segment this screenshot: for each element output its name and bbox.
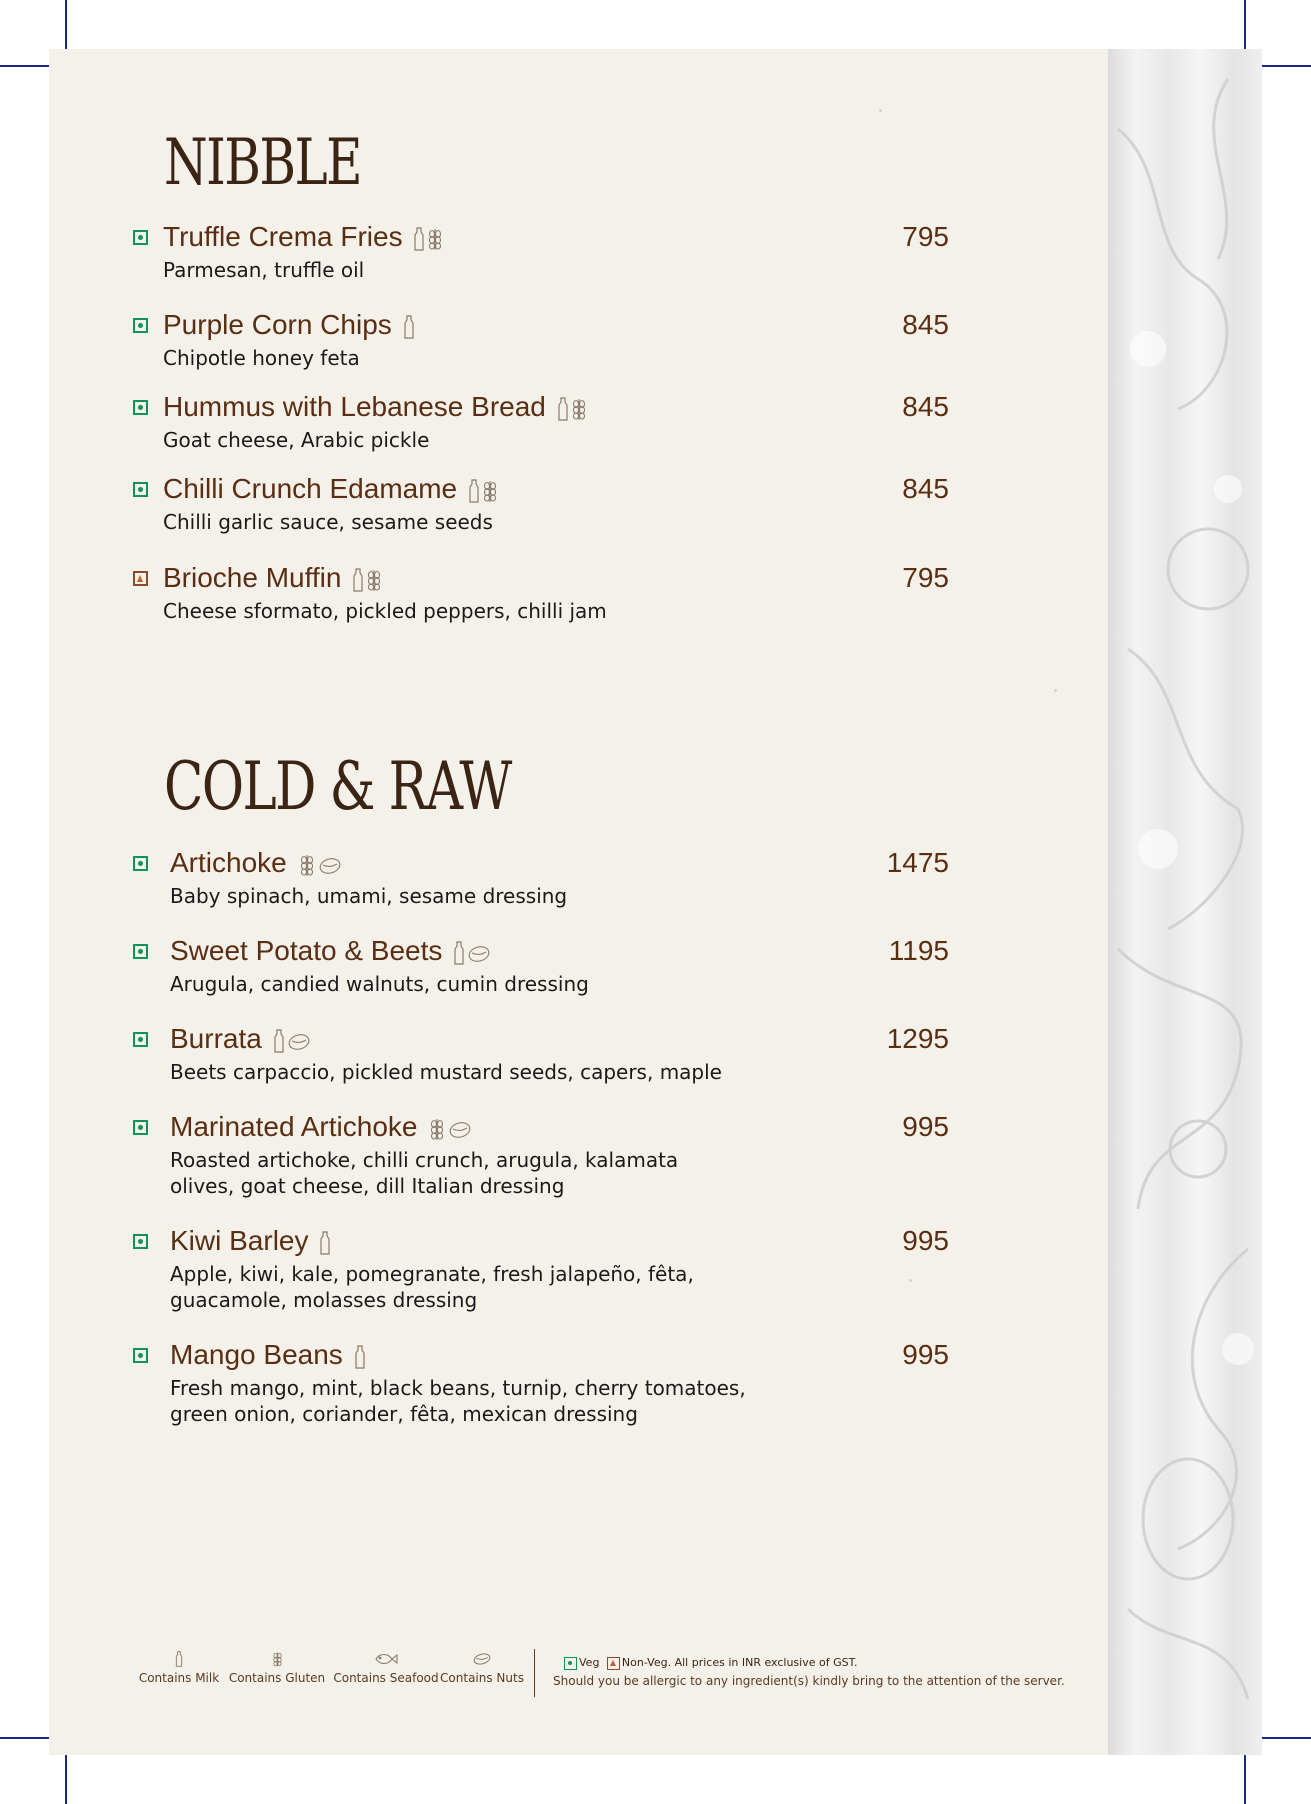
- milk-icon: [469, 479, 479, 503]
- item-description: Beets carpaccio, pickled mustard seeds, capers, maple: [170, 1060, 722, 1084]
- milk-icon: [454, 941, 464, 965]
- gluten-icon: [366, 568, 382, 592]
- allergen-icons: [353, 568, 382, 592]
- diet-legend: [564, 1656, 858, 1670]
- item-price: 995: [902, 1339, 949, 1370]
- veg-icon: [133, 400, 148, 415]
- milk-icon: [320, 1231, 330, 1255]
- menu-page: [49, 49, 1262, 1755]
- item-description: Roasted artichoke, chilli crunch, arugula, kalamata olives, goat cheese, dill Italian dressing: [170, 1148, 679, 1198]
- item-price: 795: [902, 221, 949, 252]
- veg-icon: [133, 1234, 148, 1249]
- veg-icon: [133, 1120, 148, 1135]
- veg-icon: [133, 856, 148, 871]
- non-veg-label: Non-Veg. All prices in INR exclusive of GST.: [621, 1656, 858, 1669]
- item-name: Sweet Potato & Beets: [170, 935, 443, 966]
- footer-legend: [49, 1649, 1108, 1729]
- gluten-icon: [427, 227, 443, 251]
- nuts-icon: [318, 853, 342, 877]
- non-veg-icon: [133, 571, 148, 586]
- item-name: Chilli Crunch Edamame: [163, 473, 458, 504]
- non-veg-icon: [607, 1657, 620, 1670]
- milk-icon: [558, 397, 568, 421]
- legend-nuts-label: Contains Nuts: [440, 1671, 524, 1685]
- item-name: Kiwi Barley: [170, 1225, 309, 1256]
- item-description: Baby spinach, umami, sesame dressing: [170, 884, 568, 908]
- crop-mark-top-left-h: [0, 65, 55, 67]
- item-name: Brioche Muffin: [163, 562, 342, 593]
- crop-mark-top-right-v: [1244, 0, 1246, 55]
- allergen-icons: [404, 315, 414, 339]
- seafood-icon: [374, 1651, 398, 1667]
- item-description: Parmesan, truffle oil: [163, 258, 365, 282]
- item-description: Chipotle honey feta: [163, 346, 360, 370]
- item-price: 845: [902, 309, 949, 340]
- veg-label: Veg: [579, 1656, 600, 1669]
- item-price: 995: [902, 1225, 949, 1256]
- item-description: Arugula, candied walnuts, cumin dressing: [170, 972, 589, 996]
- item-price: 845: [902, 473, 949, 504]
- item-description: Goat cheese, Arabic pickle: [163, 428, 430, 452]
- item-description: Apple, kiwi, kale, pomegranate, fresh jalapeño, fêta, guacamole, molasses dressing: [170, 1262, 694, 1312]
- item-price: 995: [902, 1111, 949, 1142]
- item-name: Marinated Artichoke: [170, 1111, 418, 1142]
- nuts-icon: [467, 941, 491, 965]
- section-title-nibble: NIBBLE: [164, 126, 361, 200]
- item-description: Fresh mango, mint, black beans, turnip, cherry tomatoes, green onion, coriander, fêta, mexican dressing: [170, 1376, 746, 1426]
- gluten-icon: [299, 853, 315, 877]
- crop-mark-top-left-v: [65, 0, 67, 55]
- legend-divider: [534, 1649, 535, 1697]
- item-description: Chilli garlic sauce, sesame seeds: [163, 510, 493, 534]
- legend-gluten: [217, 1651, 337, 1685]
- nuts-icon: [287, 1029, 311, 1053]
- allergen-icons: [320, 1231, 330, 1255]
- milk-icon: [175, 1651, 183, 1667]
- milk-icon: [274, 1029, 284, 1053]
- item-description: Cheese sformato, pickled peppers, chilli jam: [163, 599, 607, 623]
- allergen-icons: [274, 1029, 311, 1053]
- item-name: Truffle Crema Fries: [163, 221, 403, 252]
- legend-gluten-label: Contains Gluten: [228, 1671, 326, 1685]
- veg-icon: [564, 1657, 577, 1670]
- milk-icon: [355, 1345, 365, 1369]
- legend-nuts: [427, 1651, 537, 1685]
- allergen-icons: [299, 853, 342, 877]
- item-price: 1195: [888, 935, 949, 966]
- item-price: 1295: [886, 1023, 949, 1054]
- gluten-icon: [482, 479, 498, 503]
- gluten-icon: [571, 397, 587, 421]
- item-name: Mango Beans: [170, 1339, 343, 1370]
- veg-icon: [133, 318, 148, 333]
- crop-mark-bottom-left-v: [65, 1749, 67, 1804]
- crop-mark-bottom-right-h: [1256, 1737, 1311, 1739]
- veg-icon: [133, 482, 148, 497]
- item-name: Hummus with Lebanese Bread: [163, 391, 546, 422]
- allergy-notice: Should you be allergic to any ingredient(s) kindly bring to the attention of the server.: [553, 1674, 1065, 1688]
- veg-icon: [133, 1032, 148, 1047]
- allergen-icons: [558, 397, 587, 421]
- section-title-cold-raw: COLD & RAW: [164, 748, 511, 825]
- milk-icon: [353, 568, 363, 592]
- crop-mark-top-right-h: [1256, 65, 1311, 67]
- crop-mark-bottom-right-v: [1244, 1749, 1246, 1804]
- allergen-icons: [429, 1117, 472, 1141]
- legend-milk-label: Contains Milk: [138, 1671, 220, 1685]
- nuts-icon: [448, 1117, 472, 1141]
- allergen-icons: [355, 1345, 365, 1369]
- item-price: 1475: [886, 847, 949, 878]
- allergen-icons: [469, 479, 498, 503]
- gluten-icon: [429, 1117, 445, 1141]
- veg-icon: [133, 1348, 148, 1363]
- embossed-ornament-panel: [1108, 49, 1262, 1755]
- veg-icon: [133, 944, 148, 959]
- legend-seafood-label: Contains Seafood: [333, 1671, 439, 1685]
- nuts-icon: [472, 1651, 492, 1667]
- crop-mark-bottom-left-h: [0, 1737, 55, 1739]
- gluten-icon: [272, 1651, 283, 1667]
- item-price: 845: [902, 391, 949, 422]
- item-name: Purple Corn Chips: [163, 309, 392, 340]
- item-price: 795: [902, 562, 949, 593]
- milk-icon: [414, 227, 424, 251]
- veg-icon: [133, 230, 148, 245]
- item-name: Burrata: [170, 1023, 262, 1054]
- allergen-icons: [414, 227, 443, 251]
- milk-icon: [404, 315, 414, 339]
- item-name: Artichoke: [170, 847, 287, 878]
- allergen-icons: [454, 941, 491, 965]
